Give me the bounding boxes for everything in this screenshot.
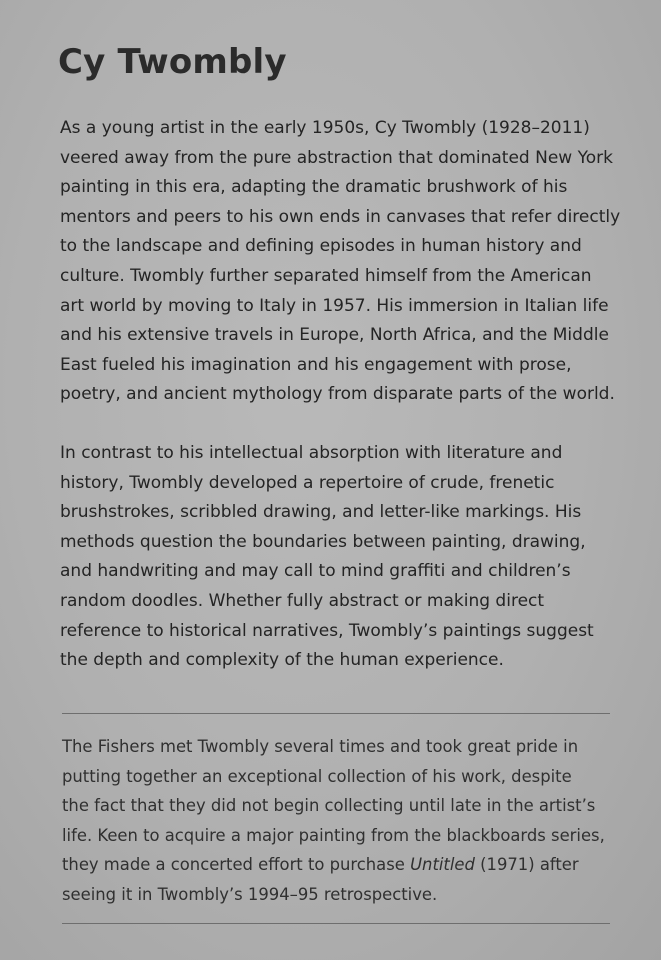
text-segment: they made a concerted effort to purchase — [62, 855, 411, 875]
text-line: art world by moving to Italy in 1957. His immersion in Italian life — [60, 295, 609, 316]
label-title: Cy Twombly — [58, 42, 287, 82]
text-line: mentors and peers to his own ends in canvases that refer directly — [60, 206, 621, 227]
text-line: poetry, and ancient mythology from disparate parts of the world. — [60, 384, 615, 405]
text-line: and his extensive travels in Europe, North Africa, and the Middle — [60, 325, 609, 346]
text-line: As a young artist in the early 1950s, Cy Twombly (1928–2011) — [60, 118, 590, 138]
intro-paragraph — [60, 114, 620, 410]
text-line — [62, 850, 622, 880]
text-line: seeing it in Twombly’s 1994–95 retrospective. — [62, 884, 438, 904]
text-line: brushstrokes, scribbled drawing, and letter-like markings. His — [60, 502, 582, 523]
text-line: the fact that they did not begin collecting until late in the artist’s — [62, 796, 596, 816]
text-line: reference to historical narratives, Twombly’s paintings suggest — [60, 620, 594, 641]
divider-top — [62, 713, 610, 714]
text-line: The Fishers met Twombly several times and took great pride in — [62, 737, 579, 756]
collector-note — [62, 732, 622, 910]
divider-bottom — [62, 923, 610, 924]
text-line: history, Twombly developed a repertoire of crude, frenetic — [60, 472, 555, 493]
text-line: putting together an exceptional collection of his work, despite — [62, 766, 572, 786]
text-segment: (1971) after — [474, 855, 579, 875]
second-paragraph — [60, 439, 620, 676]
artwork-title: Untitled — [410, 855, 475, 875]
text-line: culture. Twombly further separated himself from the American — [60, 265, 592, 286]
text-line: random doodles. Whether fully abstract or making direct — [60, 590, 545, 611]
text-line: and handwriting and may call to mind graffiti and children’s — [60, 561, 571, 582]
text-line: methods question the boundaries between painting, drawing, — [60, 531, 586, 552]
text-line: painting in this era, adapting the dramatic brushwork of his — [60, 177, 568, 198]
text-line: the depth and complexity of the human experience. — [60, 650, 504, 671]
text-line: In contrast to his intellectual absorption with literature and — [60, 443, 563, 463]
text-line: life. Keen to acquire a major painting from the blackboards series, — [62, 825, 605, 845]
text-line: veered away from the pure abstraction that dominated New York — [60, 147, 613, 168]
text-line: to the landscape and defining episodes in human history and — [60, 236, 582, 257]
text-line: East fueled his imagination and his engagement with prose, — [60, 354, 572, 375]
